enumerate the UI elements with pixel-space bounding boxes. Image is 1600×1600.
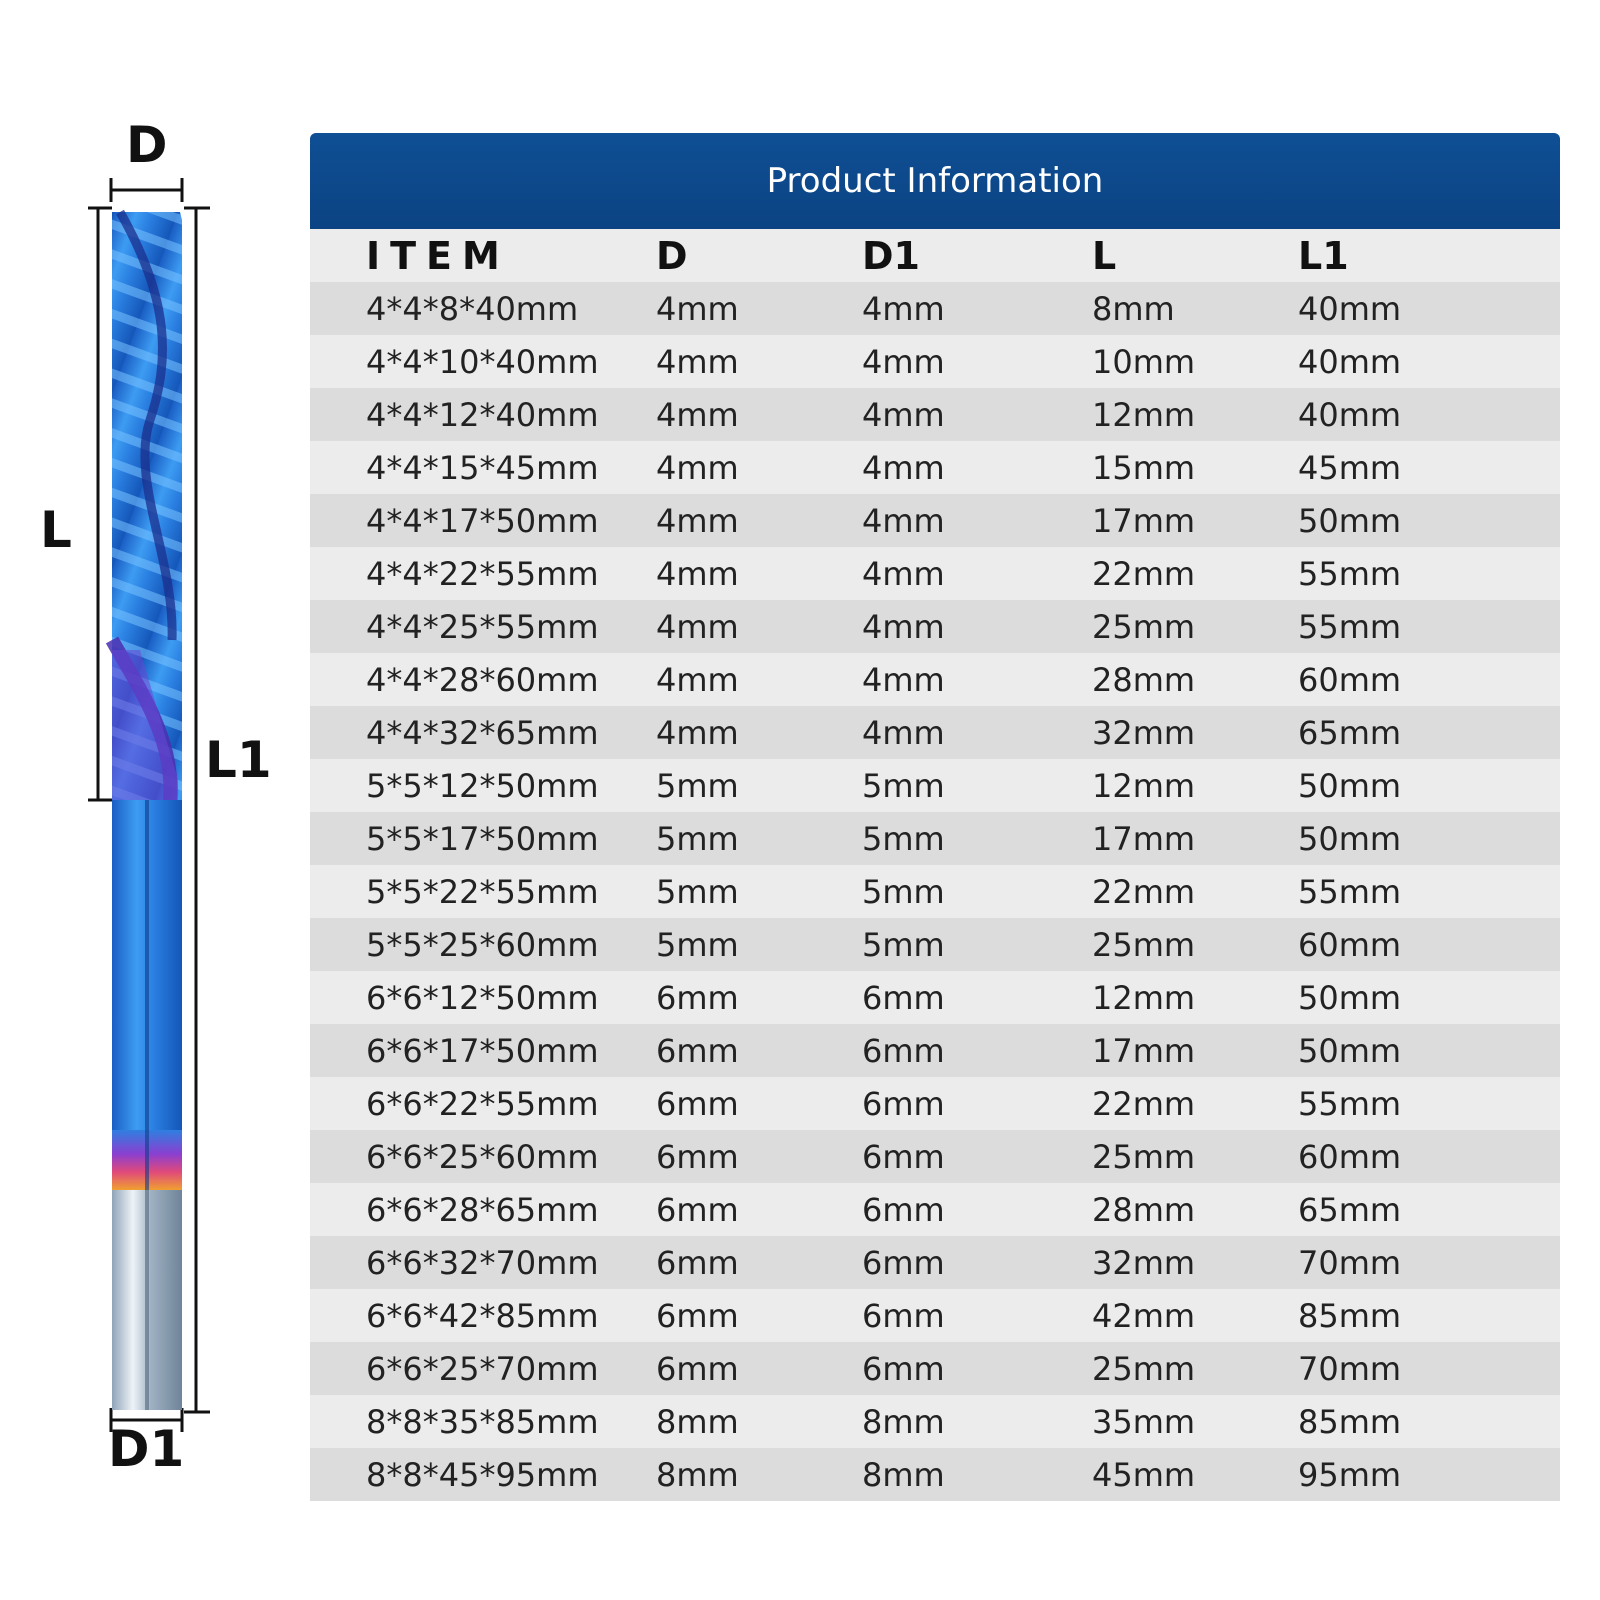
cell-l1: 50mm: [1298, 501, 1402, 540]
column-header-item: ITEM: [366, 233, 510, 278]
cell-l: 22mm: [1092, 1084, 1196, 1123]
cell-d: 6mm: [656, 978, 739, 1017]
cell-d1: 4mm: [862, 395, 945, 434]
cell-d1: 4mm: [862, 501, 945, 540]
cell-d: 5mm: [656, 872, 739, 911]
table-row: [310, 1289, 1560, 1342]
cell-item: 6*6*25*70mm: [366, 1349, 599, 1388]
table-row: [310, 547, 1560, 600]
cell-l1: 85mm: [1298, 1402, 1402, 1441]
cell-l1: 50mm: [1298, 766, 1402, 805]
table-title: Product Information: [310, 133, 1560, 229]
cell-item: 6*6*25*60mm: [366, 1137, 599, 1176]
cell-l: 28mm: [1092, 1190, 1196, 1229]
cell-d: 4mm: [656, 395, 739, 434]
cell-item: 4*4*15*45mm: [366, 448, 599, 487]
cell-l1: 40mm: [1298, 289, 1402, 328]
cell-d: 6mm: [656, 1190, 739, 1229]
cell-item: 4*4*32*65mm: [366, 713, 599, 752]
cell-l: 17mm: [1092, 501, 1196, 540]
cell-l: 32mm: [1092, 1243, 1196, 1282]
cell-l: 42mm: [1092, 1296, 1196, 1335]
cell-d: 8mm: [656, 1455, 739, 1494]
column-header-d: D: [656, 233, 688, 278]
cell-d: 4mm: [656, 289, 739, 328]
cell-l: 8mm: [1092, 289, 1175, 328]
table-row: [310, 1448, 1560, 1501]
table-row: [310, 1395, 1560, 1448]
table-row: [310, 441, 1560, 494]
cell-l: 32mm: [1092, 713, 1196, 752]
cell-d1: 6mm: [862, 1031, 945, 1070]
dimension-label-d1: D1: [108, 1420, 185, 1478]
cell-d: 6mm: [656, 1031, 739, 1070]
table-row: [310, 1183, 1560, 1236]
cell-l: 22mm: [1092, 872, 1196, 911]
dimension-label-l1: L1: [205, 731, 272, 789]
cell-d1: 4mm: [862, 448, 945, 487]
cell-l: 17mm: [1092, 1031, 1196, 1070]
cell-l1: 55mm: [1298, 607, 1402, 646]
cell-l: 12mm: [1092, 766, 1196, 805]
column-header-row: [310, 229, 1560, 282]
table-row: [310, 759, 1560, 812]
cell-l: 12mm: [1092, 978, 1196, 1017]
cell-l: 25mm: [1092, 925, 1196, 964]
column-header-d1: D1: [862, 233, 920, 278]
cell-d: 6mm: [656, 1243, 739, 1282]
cell-d1: 4mm: [862, 660, 945, 699]
cell-d1: 8mm: [862, 1455, 945, 1494]
cell-l1: 45mm: [1298, 448, 1402, 487]
cell-d1: 6mm: [862, 1137, 945, 1176]
table-row: [310, 865, 1560, 918]
cell-l1: 70mm: [1298, 1349, 1402, 1388]
cell-d: 4mm: [656, 501, 739, 540]
cell-item: 4*4*25*55mm: [366, 607, 599, 646]
cell-l1: 55mm: [1298, 554, 1402, 593]
cell-item: 6*6*17*50mm: [366, 1031, 599, 1070]
cell-d: 4mm: [656, 342, 739, 381]
dimension-label-l: L: [40, 501, 72, 559]
cell-l: 17mm: [1092, 819, 1196, 858]
table-row: [310, 812, 1560, 865]
cell-d1: 5mm: [862, 819, 945, 858]
cell-d: 4mm: [656, 448, 739, 487]
cell-d1: 5mm: [862, 925, 945, 964]
cell-l: 35mm: [1092, 1402, 1196, 1441]
table-row: [310, 653, 1560, 706]
cell-l1: 40mm: [1298, 342, 1402, 381]
cell-d: 4mm: [656, 554, 739, 593]
end-mill-diagram: [0, 0, 290, 1600]
cell-l1: 65mm: [1298, 713, 1402, 752]
cell-l: 45mm: [1092, 1455, 1196, 1494]
cell-item: 4*4*12*40mm: [366, 395, 599, 434]
table-row: [310, 1077, 1560, 1130]
cell-item: 6*6*28*65mm: [366, 1190, 599, 1229]
dimension-label-d: D: [126, 116, 168, 174]
cell-item: 8*8*45*95mm: [366, 1455, 599, 1494]
cell-d1: 6mm: [862, 978, 945, 1017]
cell-item: 5*5*22*55mm: [366, 872, 599, 911]
cell-item: 6*6*22*55mm: [366, 1084, 599, 1123]
table-row: [310, 1130, 1560, 1183]
cell-d1: 4mm: [862, 289, 945, 328]
cell-l1: 85mm: [1298, 1296, 1402, 1335]
cell-d1: 4mm: [862, 342, 945, 381]
cell-d: 4mm: [656, 713, 739, 752]
cell-l1: 95mm: [1298, 1455, 1402, 1494]
table-row: [310, 388, 1560, 441]
cell-d: 5mm: [656, 766, 739, 805]
cell-l: 28mm: [1092, 660, 1196, 699]
cell-item: 6*6*12*50mm: [366, 978, 599, 1017]
table-row: [310, 1236, 1560, 1289]
cell-d1: 4mm: [862, 607, 945, 646]
cell-d: 8mm: [656, 1402, 739, 1441]
table-row: [310, 971, 1560, 1024]
cell-l: 25mm: [1092, 607, 1196, 646]
cell-d1: 6mm: [862, 1243, 945, 1282]
cell-d1: 4mm: [862, 554, 945, 593]
cell-l1: 60mm: [1298, 1137, 1402, 1176]
cell-d: 5mm: [656, 819, 739, 858]
cell-l1: 60mm: [1298, 925, 1402, 964]
cell-d1: 6mm: [862, 1190, 945, 1229]
column-header-l1: L1: [1298, 233, 1349, 278]
cell-l: 12mm: [1092, 395, 1196, 434]
cell-l1: 50mm: [1298, 978, 1402, 1017]
cell-l: 15mm: [1092, 448, 1196, 487]
table-row: [310, 494, 1560, 547]
cell-item: 5*5*12*50mm: [366, 766, 599, 805]
cell-l1: 70mm: [1298, 1243, 1402, 1282]
table-row: [310, 282, 1560, 335]
table-row: [310, 706, 1560, 759]
cell-d1: 6mm: [862, 1084, 945, 1123]
cell-item: 4*4*17*50mm: [366, 501, 599, 540]
cell-d1: 4mm: [862, 713, 945, 752]
table-row: [310, 600, 1560, 653]
cell-l1: 50mm: [1298, 819, 1402, 858]
cell-d1: 5mm: [862, 872, 945, 911]
product-information-table: [310, 133, 1560, 1501]
cell-l1: 55mm: [1298, 1084, 1402, 1123]
cell-l: 22mm: [1092, 554, 1196, 593]
cell-item: 5*5*17*50mm: [366, 819, 599, 858]
cell-l: 25mm: [1092, 1137, 1196, 1176]
table-row: [310, 918, 1560, 971]
cell-d1: 6mm: [862, 1349, 945, 1388]
column-header-l: L: [1092, 233, 1117, 278]
table-row: [310, 1342, 1560, 1395]
cell-item: 4*4*28*60mm: [366, 660, 599, 699]
cell-d: 5mm: [656, 925, 739, 964]
table-row: [310, 1024, 1560, 1077]
cell-d1: 5mm: [862, 766, 945, 805]
cell-d: 4mm: [656, 607, 739, 646]
cell-l1: 65mm: [1298, 1190, 1402, 1229]
cell-l: 25mm: [1092, 1349, 1196, 1388]
cell-d: 6mm: [656, 1084, 739, 1123]
cell-d: 6mm: [656, 1137, 739, 1176]
cell-d: 6mm: [656, 1296, 739, 1335]
cell-d: 4mm: [656, 660, 739, 699]
cell-item: 5*5*25*60mm: [366, 925, 599, 964]
cell-item: 4*4*10*40mm: [366, 342, 599, 381]
cell-item: 6*6*32*70mm: [366, 1243, 599, 1282]
cell-item: 4*4*8*40mm: [366, 289, 579, 328]
cell-d1: 8mm: [862, 1402, 945, 1441]
cell-d1: 6mm: [862, 1296, 945, 1335]
cell-l1: 60mm: [1298, 660, 1402, 699]
table-row: [310, 335, 1560, 388]
cell-l1: 55mm: [1298, 872, 1402, 911]
cell-l: 10mm: [1092, 342, 1196, 381]
cell-item: 6*6*42*85mm: [366, 1296, 599, 1335]
table-body: [310, 229, 1560, 1501]
cell-l1: 50mm: [1298, 1031, 1402, 1070]
cell-item: 4*4*22*55mm: [366, 554, 599, 593]
cell-d: 6mm: [656, 1349, 739, 1388]
cell-item: 8*8*35*85mm: [366, 1402, 599, 1441]
cell-l1: 40mm: [1298, 395, 1402, 434]
